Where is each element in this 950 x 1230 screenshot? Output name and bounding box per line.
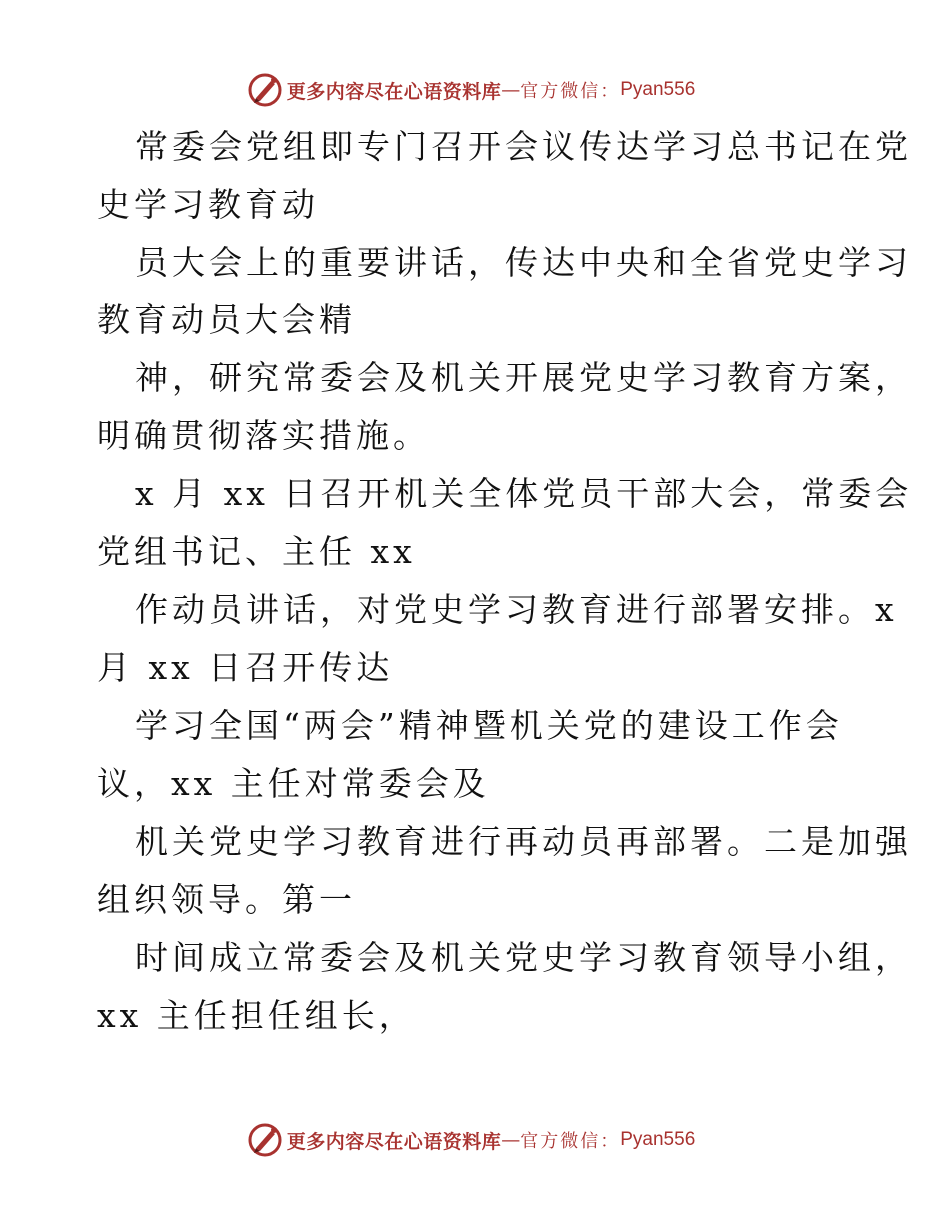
text-line: 明确贯彻落实措施。 bbox=[97, 416, 430, 455]
text-line: 神，研究常委会及机关开展党史学习教育方案， bbox=[135, 358, 912, 397]
watermark-main-text: 更多内容尽在心语资料库 bbox=[286, 80, 502, 103]
text-line: xx 主任担任组长， bbox=[97, 996, 416, 1035]
text-line: 机关党史学习教育进行再动员再部署。二是加强 bbox=[135, 822, 912, 861]
watermark-separator: — bbox=[501, 1129, 521, 1151]
pen-logo-icon bbox=[247, 1122, 283, 1158]
watermark-header bbox=[0, 70, 950, 110]
text-line: 议，xx 主任对常委会及 bbox=[97, 764, 490, 803]
text-line: 教育动员大会精 bbox=[97, 300, 356, 339]
watermark-id: Pyan556 bbox=[620, 79, 696, 100]
text-line: 组织领导。第一 bbox=[97, 880, 356, 919]
text-line: 作动员讲话，对党史学习教育进行部署安排。x bbox=[135, 590, 898, 629]
text-line: x 月 xx 日召开机关全体党员干部大会，常委会 bbox=[135, 474, 913, 513]
watermark-sub-text: 官方微信： bbox=[520, 1131, 621, 1152]
watermark-footer bbox=[0, 1120, 950, 1160]
text-line: 员大会上的重要讲话，传达中央和全省党史学习 bbox=[135, 243, 912, 282]
pen-logo-icon bbox=[247, 72, 283, 108]
text-line: 月 xx 日召开传达 bbox=[97, 648, 394, 687]
text-line: 时间成立常委会及机关党史学习教育领导小组， bbox=[135, 938, 912, 977]
watermark-separator: — bbox=[501, 79, 521, 101]
watermark-id: Pyan556 bbox=[620, 1129, 696, 1150]
watermark-main-text: 更多内容尽在心语资料库 bbox=[286, 1130, 502, 1153]
text-line: 史学习教育动 bbox=[97, 185, 319, 224]
watermark-sub-text: 官方微信： bbox=[520, 81, 621, 102]
text-line: 常委会党组即专门召开会议传达学习总书记在党 bbox=[135, 127, 912, 166]
text-line: 学习全国“两会”精神暨机关党的建设工作会 bbox=[135, 706, 843, 745]
text-line: 党组书记、主任 xx bbox=[97, 532, 416, 571]
